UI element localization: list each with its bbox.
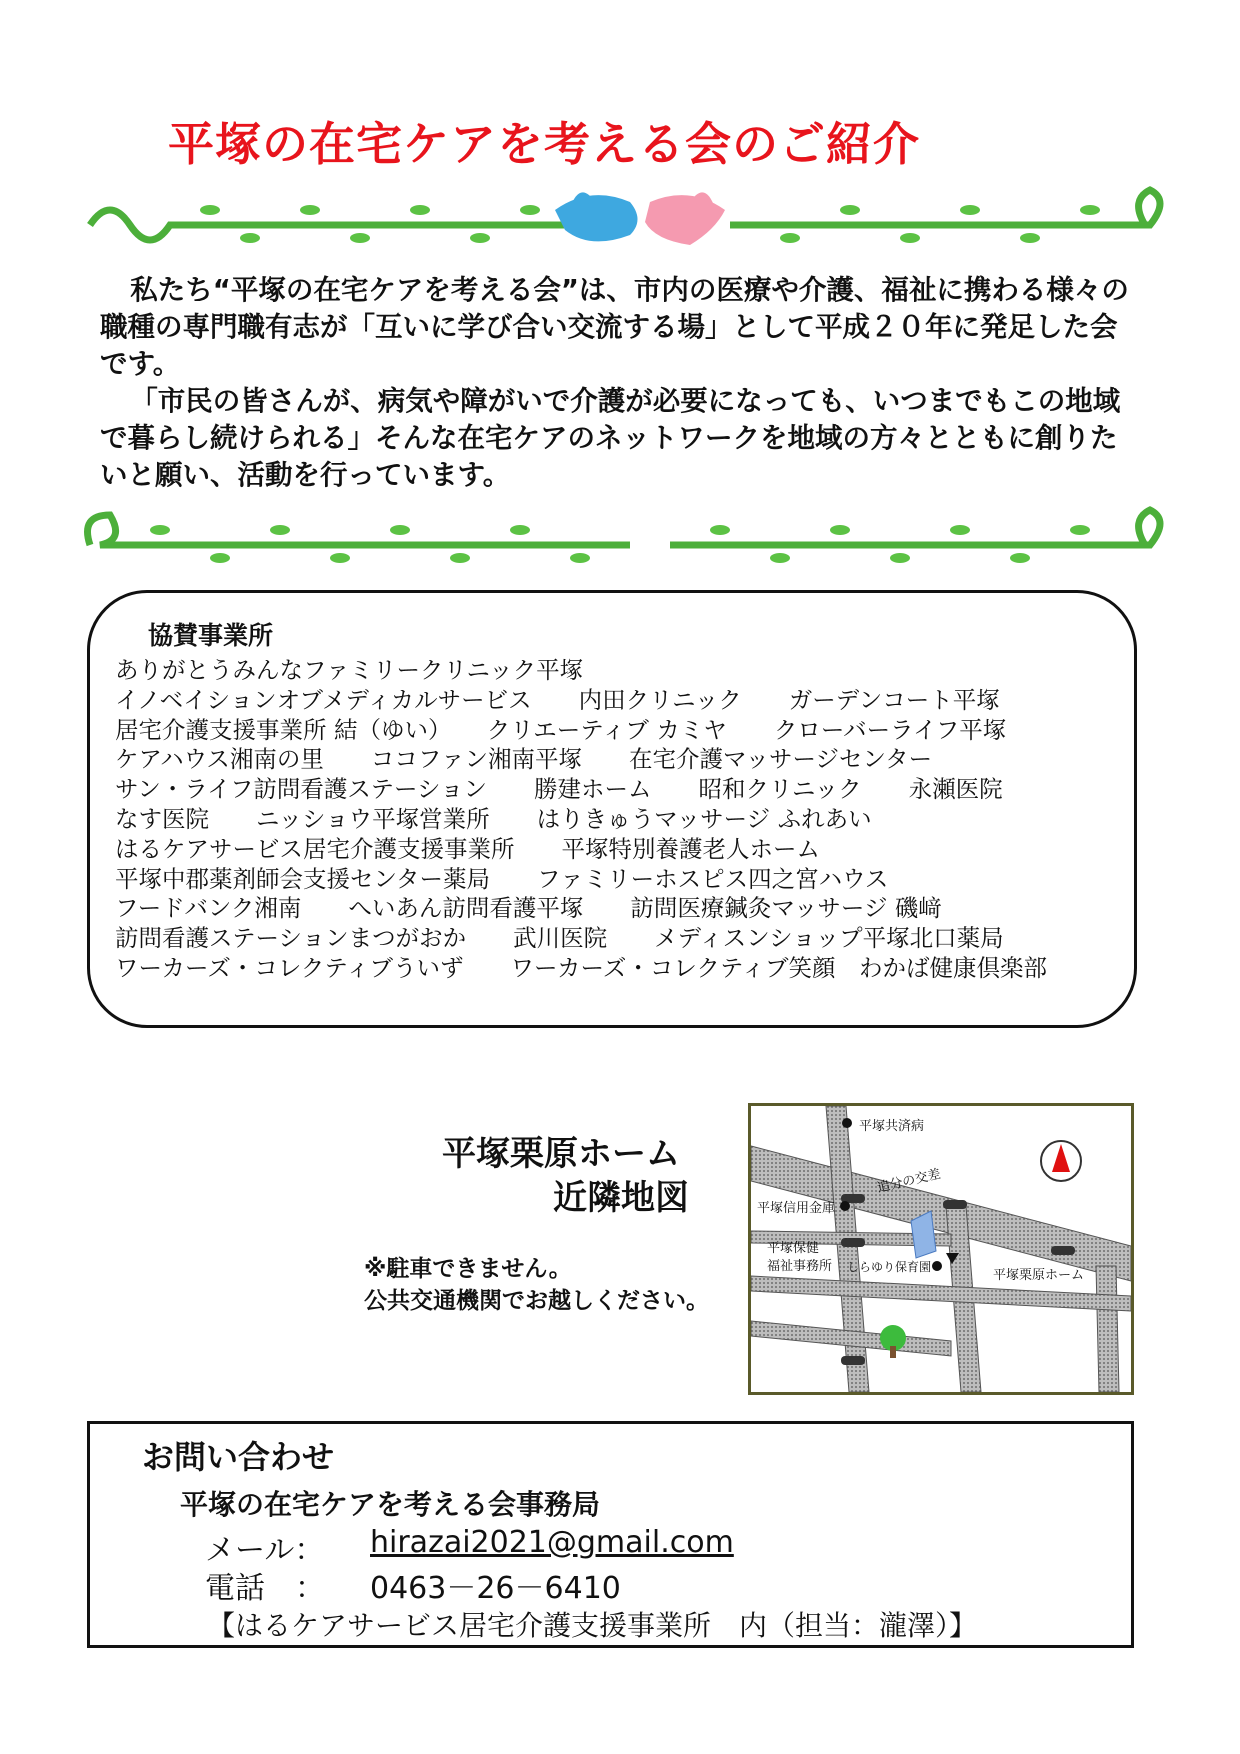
vine-birds-decoration [70, 180, 1170, 270]
map-subtitle: 近隣地図 [553, 1178, 689, 1218]
vine-decoration [70, 500, 1170, 590]
sponsor-list [115, 656, 1047, 984]
sponsor-row: ワーカーズ・コレクティブういず ワーカーズ・コレクティブ笑顔 わかば健康倶楽部 [115, 953, 1048, 982]
map-label-shinyo-kinko: 平塚信用金庫 [757, 1201, 836, 1216]
pink-bird-icon [645, 192, 725, 245]
sponsor-row: 訪問看護ステーションまつがおか 武川医院 メディスンショップ平塚北口薬局 [115, 924, 1004, 953]
map-label-oiwake-intersection: 追分の交差 [875, 1166, 943, 1197]
mail-label: メール： [205, 1533, 325, 1568]
parking-note: ※駐車できません。 [364, 1256, 572, 1282]
neighborhood-map [748, 1103, 1134, 1395]
intro-paragraph-1: 私たち“平塚の在宅ケアを考える会”は、市内の医療や介護、福祉に携わる様々の職種の専門職有志が「互いに学び合い交流する場」として平成２０年に発足した会です。 [100, 274, 1129, 380]
sponsor-row: フードバンク湘南 へいあん訪問看護平塚 訪問医療鍼灸マッサージ 磯﨑 [115, 894, 942, 923]
sponsor-row: はるケアサービス居宅介護支援事業所 平塚特別養護老人ホーム [115, 834, 820, 863]
map-label-home: 平塚栗原ホーム [993, 1268, 1085, 1283]
map-label-hoken: 平塚保健 [767, 1241, 820, 1256]
intro-paragraph-2: 「市民の皆さんが、病気や障がいで介護が必要になっても、いつまでもこの地域で暮らし続けられる」そんな在宅ケアのネットワークを地域の方々とともに創りたいと願い、活動を行っています。 [100, 385, 1121, 491]
sponsor-row: なす医院 ニッショウ平塚営業所 はりきゅうマッサージ ふれあい [115, 804, 872, 833]
page-title: 平塚の在宅ケアを考える会のご紹介 [168, 117, 920, 171]
tel-label: 電話 ： [205, 1571, 325, 1606]
blue-bird-icon [555, 192, 638, 241]
tel-number: 0463－26－6410 [370, 1571, 621, 1606]
sponsor-heading: 協賛事業所 [148, 621, 274, 650]
office-note: 【はるケアサービス居宅介護支援事業所 内（担当：瀧澤）】 [207, 1609, 978, 1642]
sponsor-row: イノベイションオブメディカルサービス 内田クリニック ガーデンコート平塚 [115, 685, 1000, 714]
transit-note: 公共交通機関でお越しください。 [364, 1288, 709, 1314]
sponsor-row: ケアハウス湘南の里 ココファン湘南平塚 在宅介護マッサージセンター [115, 745, 933, 774]
sponsor-row: 平塚中郡薬剤師会支援センター薬局 ファミリーホスピス四之宮ハウス [115, 864, 889, 893]
intro-text [100, 272, 1140, 494]
map-label-hoikuen: しらゆり保育園 [847, 1260, 932, 1274]
map-label-kyosai-hospital: 平塚共済病 [859, 1119, 925, 1134]
sponsor-row: ありがとうみんなファミリークリニック平塚 [115, 656, 584, 684]
mail-link[interactable]: hirazai2021@gmail.com [370, 1525, 734, 1560]
sponsor-row: サン・ライフ訪問看護ステーション 勝建ホーム 昭和クリニック 永瀬医院 [115, 775, 1003, 804]
map-title: 平塚栗原ホーム [442, 1134, 680, 1174]
contact-organization: 平塚の在宅ケアを考える会事務局 [180, 1488, 601, 1521]
map-label-fukushi: 福祉事務所 [767, 1259, 833, 1274]
contact-heading: お問い合わせ [142, 1438, 335, 1476]
sponsor-row: 居宅介護支援事業所 結（ゆい） クリエーティブ カミヤ クローバーライフ平塚 [115, 715, 1007, 744]
